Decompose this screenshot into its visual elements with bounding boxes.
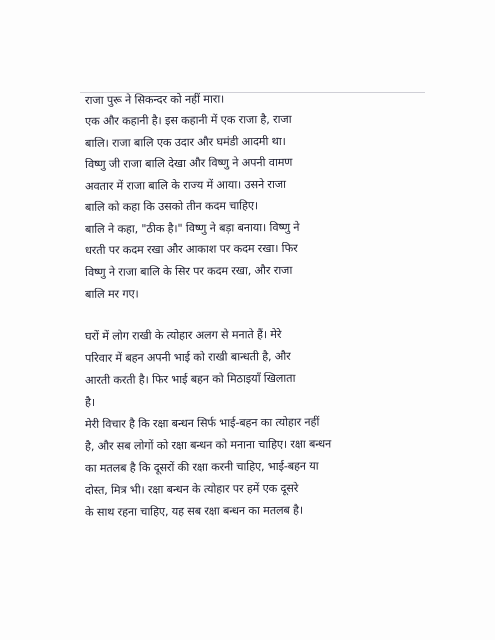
text-line: दोस्त, मित्र भी। रक्षा बन्धन के त्योहार पर हमें एक दूसरे	[84, 481, 299, 497]
text-line: विष्णु जी राजा बालि देखा और विष्णु ने अपनी वामण	[84, 155, 293, 171]
text-line: के साथ रहना चाहिए, यह सब रक्षा बन्धन का मतलब है।	[84, 503, 303, 519]
text-line: का मतलब है कि दूसरों की रक्षा करनी चाहिए, भाई-बहन या	[84, 459, 319, 475]
text-line: धरती पर कदम रखा और आकाश पर कदम रखा। फिर	[84, 241, 298, 257]
text-line: बालि ने कहा, "ठीक है।" विष्णु ने बड़ा बनाया। विष्णु ने	[84, 220, 300, 236]
text-line: है, और सब लोगों को रक्षा बन्धन को मनाना चाहिए। रक्षा बन्धन	[84, 437, 332, 453]
text-line: है।	[84, 395, 95, 409]
text-line: बालि को कहा कि उसको तीन कदम चाहिए।	[84, 199, 259, 214]
text-line: परिवार में बहन अपनी भाई को राखी बान्धती है, और	[84, 349, 291, 365]
text-line: बालि मर गए।	[84, 287, 139, 301]
text-line: घरों में लोग राखी के त्योहार अलग से मनाते हैं। मेरे	[84, 327, 282, 343]
text-line: आरती करती है। फिर भाई बहन को मिठाइयाँ खिलाता	[84, 371, 296, 387]
text-line: अवतार में राजा बालि के राज्य में आया। उसने राजा	[84, 177, 286, 193]
text-line: मेरी विचार है कि रक्षा बन्धन सिर्फ भाई-बहन का त्योहार नहीं	[84, 415, 320, 431]
text-line: एक और कहानी है। इस कहानी में एक राजा है, राजा	[84, 112, 292, 128]
text-line: राजा पुरू ने सिकन्दर को नहीं मारा।	[84, 92, 225, 107]
text-line: विष्णु ने राजा बालि के सिर पर कदम रखा, और राजा	[84, 263, 293, 279]
text-line: बालि। राजा बालि एक उदार और घमंडी आदमी था।	[84, 134, 286, 150]
